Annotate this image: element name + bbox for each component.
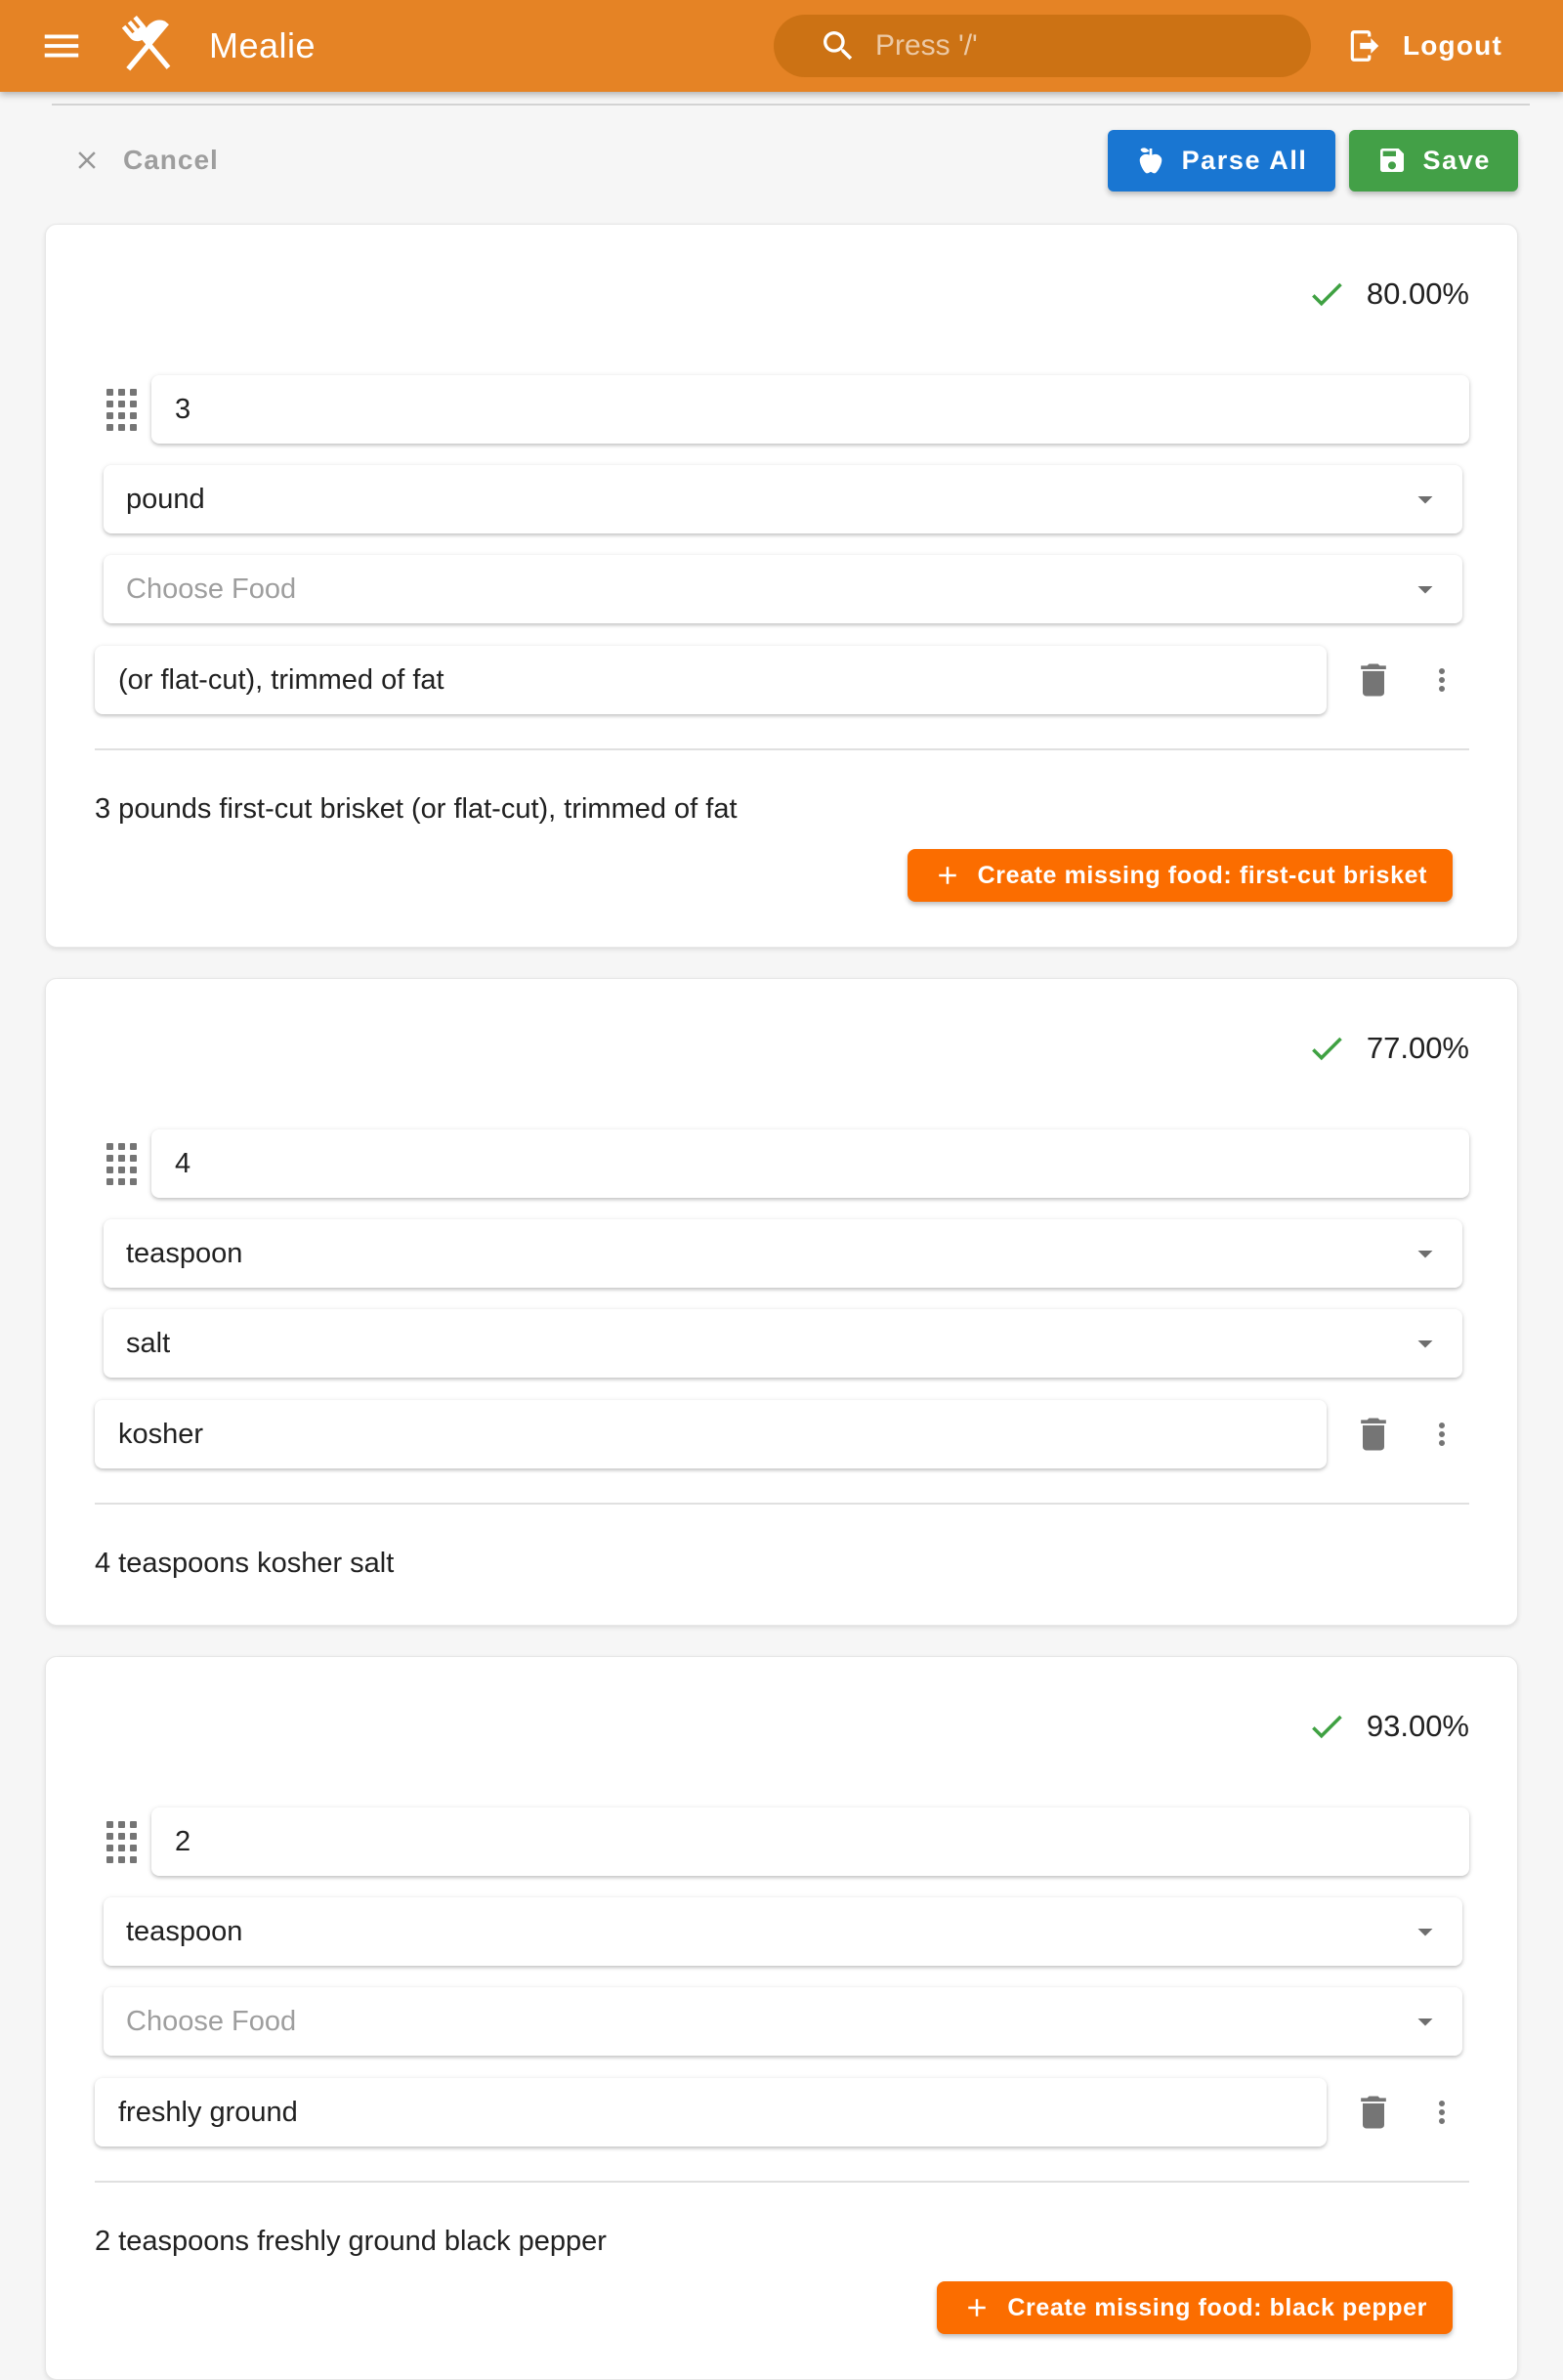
parse-all-label: Parse All [1181, 145, 1308, 175]
confidence-row [95, 276, 1469, 313]
parser-toolbar [45, 129, 1518, 191]
save-label: Save [1422, 145, 1491, 175]
chevron-down-icon [1408, 572, 1443, 607]
note-input[interactable] [95, 1400, 1327, 1468]
ingredient-parser-page [0, 129, 1563, 2380]
logout-icon [1346, 27, 1383, 64]
chevron-down-icon [1408, 1326, 1443, 1361]
cancel-label: Cancel [123, 145, 219, 175]
search-box[interactable] [774, 15, 1311, 77]
note-row [95, 2078, 1469, 2146]
drag-handle-icon[interactable] [106, 1821, 137, 1863]
unit-select-value: pound [126, 483, 205, 515]
amount-row [95, 1807, 1469, 1876]
save-icon [1376, 145, 1408, 176]
create-missing-food-label: Create missing food: black pepper [1007, 2293, 1427, 2321]
note-input[interactable] [95, 646, 1327, 714]
app-title: Mealie [209, 25, 317, 65]
unit-select[interactable] [104, 1897, 1462, 1966]
kebab-icon [1424, 1417, 1459, 1452]
unit-select-value: teaspoon [126, 1237, 243, 1269]
ingredient-list [45, 224, 1518, 2380]
more-options-button[interactable] [1424, 1417, 1459, 1452]
logout-button[interactable] [1346, 27, 1502, 64]
food-select-value: Choose Food [126, 573, 297, 605]
kebab-icon [1424, 2095, 1459, 2130]
original-ingredient-text: 2 teaspoons freshly ground black pepper [95, 2226, 607, 2257]
missing-food-row [95, 849, 1469, 902]
save-button[interactable] [1349, 130, 1518, 191]
check-icon [1306, 274, 1347, 315]
food-select[interactable] [104, 555, 1462, 623]
unit-select[interactable] [104, 1219, 1462, 1288]
cancel-button[interactable] [72, 145, 219, 176]
plus-icon [962, 2293, 992, 2322]
note-row [95, 646, 1469, 714]
hamburger-icon [39, 23, 84, 68]
chevron-down-icon [1408, 1236, 1443, 1271]
card-divider [95, 2181, 1469, 2183]
confidence-value: 77.00% [1366, 1031, 1469, 1065]
card-divider [95, 748, 1469, 750]
drag-handle-icon[interactable] [106, 1143, 137, 1185]
plus-icon [933, 861, 962, 890]
create-missing-food-button[interactable] [937, 2281, 1453, 2334]
ingredient-card [45, 1656, 1518, 2380]
menu-button[interactable] [39, 23, 84, 68]
chevron-down-icon [1408, 482, 1443, 517]
quantity-input[interactable] [151, 1129, 1469, 1198]
original-ingredient-text: 4 teaspoons kosher salt [95, 1548, 395, 1579]
parse-all-button[interactable] [1108, 130, 1335, 191]
unit-select-value: teaspoon [126, 1915, 243, 1947]
card-divider [95, 1503, 1469, 1505]
close-icon [72, 146, 102, 175]
app-bar [0, 0, 1563, 92]
food-select[interactable] [104, 1987, 1462, 2056]
search-icon [819, 26, 858, 65]
apple-icon [1135, 145, 1166, 176]
check-icon [1306, 1028, 1347, 1069]
original-ingredient-text: 3 pounds first-cut brisket (or flat-cut), trimmed of fat [95, 793, 738, 825]
ingredient-card [45, 978, 1518, 1626]
fork-knife-icon [111, 6, 184, 86]
create-missing-food-label: Create missing food: first-cut brisket [977, 861, 1427, 889]
confidence-value: 93.00% [1366, 1709, 1469, 1743]
confidence-row [95, 1030, 1469, 1067]
trash-icon [1352, 659, 1395, 701]
drag-handle-icon[interactable] [106, 389, 137, 431]
trash-icon [1352, 1413, 1395, 1456]
delete-button[interactable] [1352, 1413, 1395, 1456]
kebab-icon [1424, 662, 1459, 698]
food-select[interactable] [104, 1309, 1462, 1378]
note-row [95, 1400, 1469, 1468]
mealie-logo[interactable] [111, 6, 184, 86]
quantity-input[interactable] [151, 1807, 1469, 1876]
confidence-value: 80.00% [1366, 276, 1469, 311]
logout-label: Logout [1402, 30, 1502, 61]
missing-food-row [95, 2281, 1469, 2334]
delete-button[interactable] [1352, 2091, 1395, 2134]
amount-row [95, 375, 1469, 444]
ingredient-card [45, 224, 1518, 948]
more-options-button[interactable] [1424, 662, 1459, 698]
search-input[interactable] [875, 29, 1282, 63]
amount-row [95, 1129, 1469, 1198]
header-divider [52, 104, 1530, 106]
more-options-button[interactable] [1424, 2095, 1459, 2130]
food-select-value: Choose Food [126, 2005, 297, 2037]
trash-icon [1352, 2091, 1395, 2134]
delete-button[interactable] [1352, 659, 1395, 701]
quantity-input[interactable] [151, 375, 1469, 444]
chevron-down-icon [1408, 1914, 1443, 1949]
note-input[interactable] [95, 2078, 1327, 2146]
food-select-value: salt [126, 1327, 171, 1359]
unit-select[interactable] [104, 465, 1462, 533]
chevron-down-icon [1408, 2004, 1443, 2039]
confidence-row [95, 1708, 1469, 1745]
check-icon [1306, 1706, 1347, 1747]
create-missing-food-button[interactable] [908, 849, 1453, 902]
